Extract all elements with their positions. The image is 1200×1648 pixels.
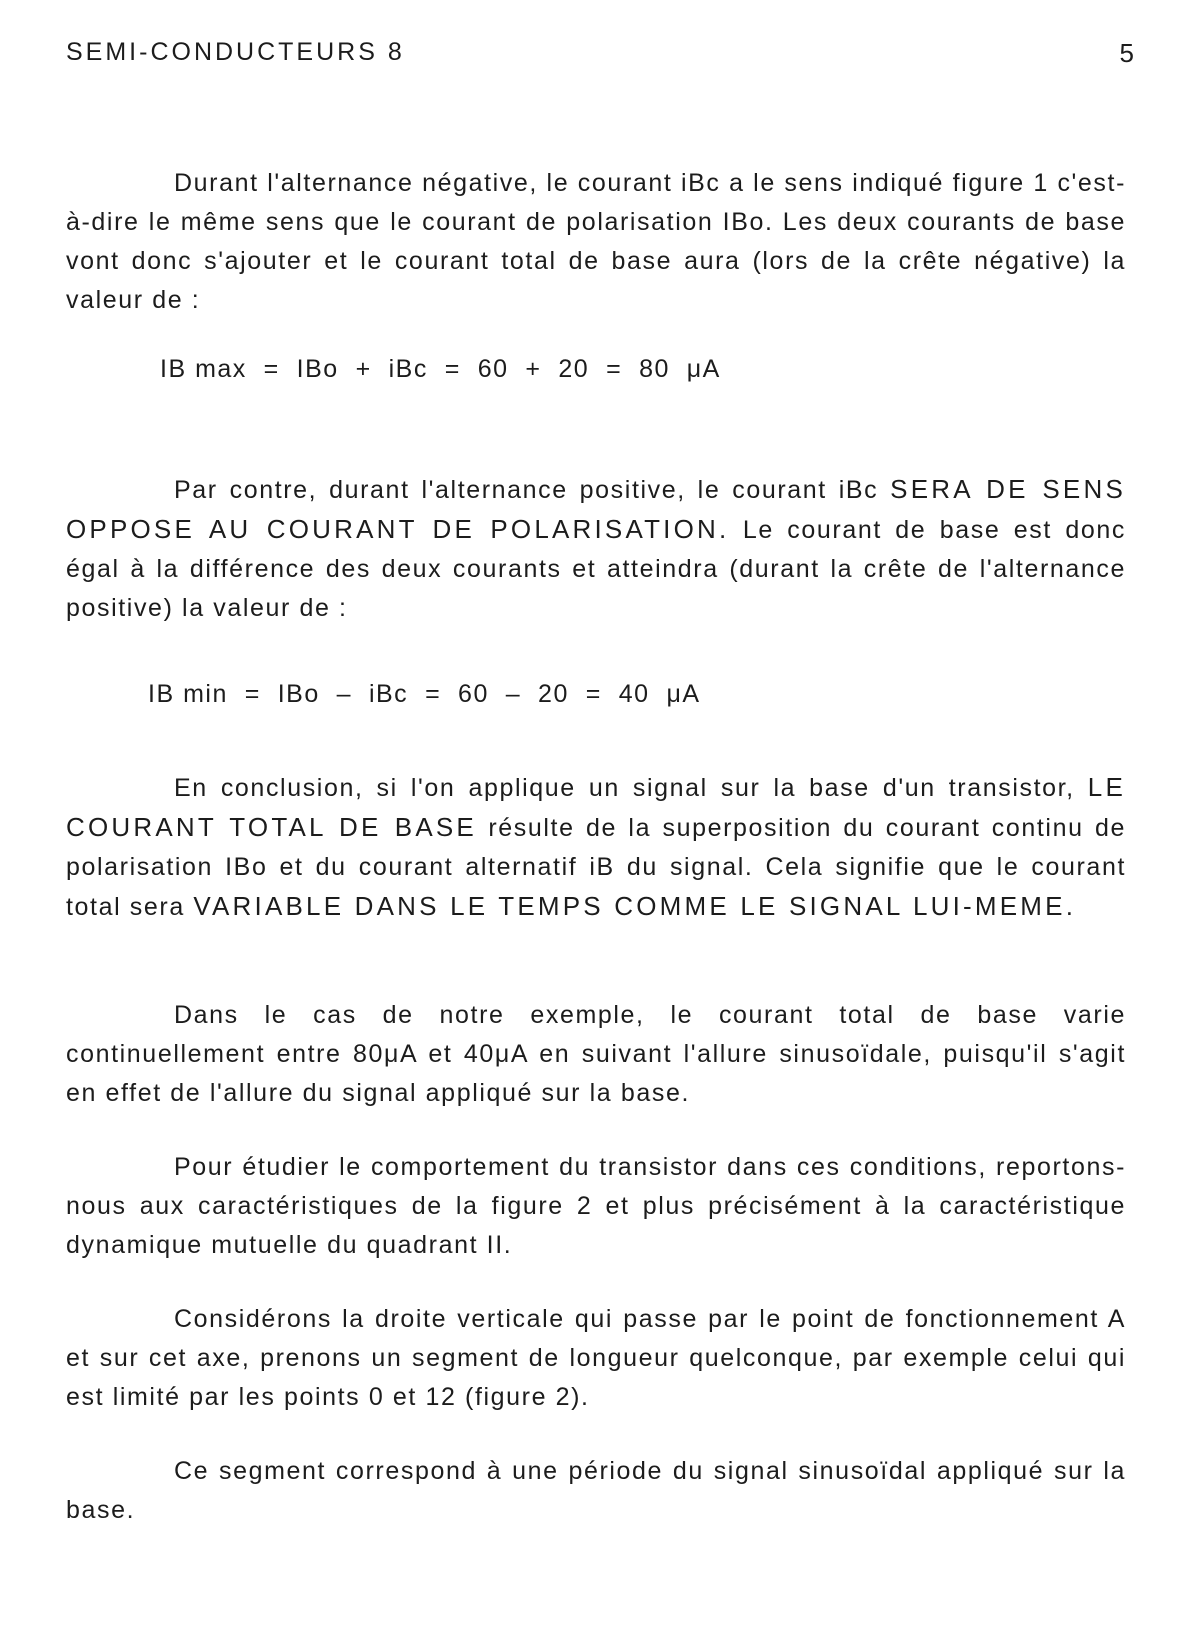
paragraph-example <box>66 996 1126 1113</box>
formula-ib-min: IB min = IBo – iBc = 60 – 20 = 40 μA <box>148 680 701 708</box>
paragraph-conclusion <box>66 768 1126 927</box>
paragraph-positive-alternance <box>66 470 1126 628</box>
paragraph-text: Par contre, durant l'alternance positive, le courant iBc <box>174 476 891 504</box>
formula-ib-max: IB max = IBo + iBc = 60 + 20 = 80 μA <box>160 355 721 383</box>
emphasis-caps: LE COURANT TOTAL DE BASE <box>66 772 1126 842</box>
paragraph-text: Le courant de base est donc égal à la différence des deux courants et atteindra (durant la crête de l'alternance positive) la valeur de : <box>66 516 1126 622</box>
paragraph-text: Considérons la droite verticale qui passe par le point de fonctionnement A et sur cet axe, prenons un segment de longueur quelconque, par exemple celui qui est limité par les points 0 et 12 (figure 2). <box>66 1305 1126 1411</box>
running-header-title: SEMI-CONDUCTEURS 8 <box>66 38 405 66</box>
paragraph-negative-alternance <box>66 164 1126 320</box>
paragraph-vertical-line <box>66 1300 1126 1417</box>
paragraph-text: Dans le cas de notre exemple, le courant total de base varie continuellement entre 80μA et 40μA en suivant l'allure sinusoïdale, puisqu'il s'agit en effet de l'allure du signal appliqué sur la base. <box>66 1001 1126 1107</box>
paragraph-text: En conclusion, si l'on applique un signal sur la base d'un transistor, <box>174 774 1088 802</box>
paragraph-text: Pour étudier le comportement du transistor dans ces conditions, reportons-nous aux caractéristiques de la figure 2 et plus précisément à la caractéristique dynamique mutuelle du quadrant II. <box>66 1153 1126 1259</box>
paragraph-segment <box>66 1452 1126 1530</box>
paragraph-study <box>66 1148 1126 1265</box>
paragraph-text: Ce segment correspond à une période du signal sinusoïdal appliqué sur la base. <box>66 1457 1126 1524</box>
emphasis-caps: SERA DE SENS OPPOSE AU COURANT DE POLARISATION. <box>66 474 1126 544</box>
paragraph-text: Durant l'alternance négative, le courant iBc a le sens indiqué figure 1 c'est-à-dire le même sens que le courant de polarisation IBo. Les deux courants de base vont donc s'ajouter et le courant total de base aura (lors de la crête négative) la valeur de : <box>66 169 1126 314</box>
emphasis-caps: VARIABLE DANS LE TEMPS COMME LE SIGNAL LUI-MEME. <box>193 891 1077 921</box>
paragraph-text: résulte de la superposition du courant continu de polarisation IBo et du courant alternatif iB du signal. Cela signifie que le courant total sera <box>66 814 1126 921</box>
page-number: 5 <box>1119 38 1134 68</box>
